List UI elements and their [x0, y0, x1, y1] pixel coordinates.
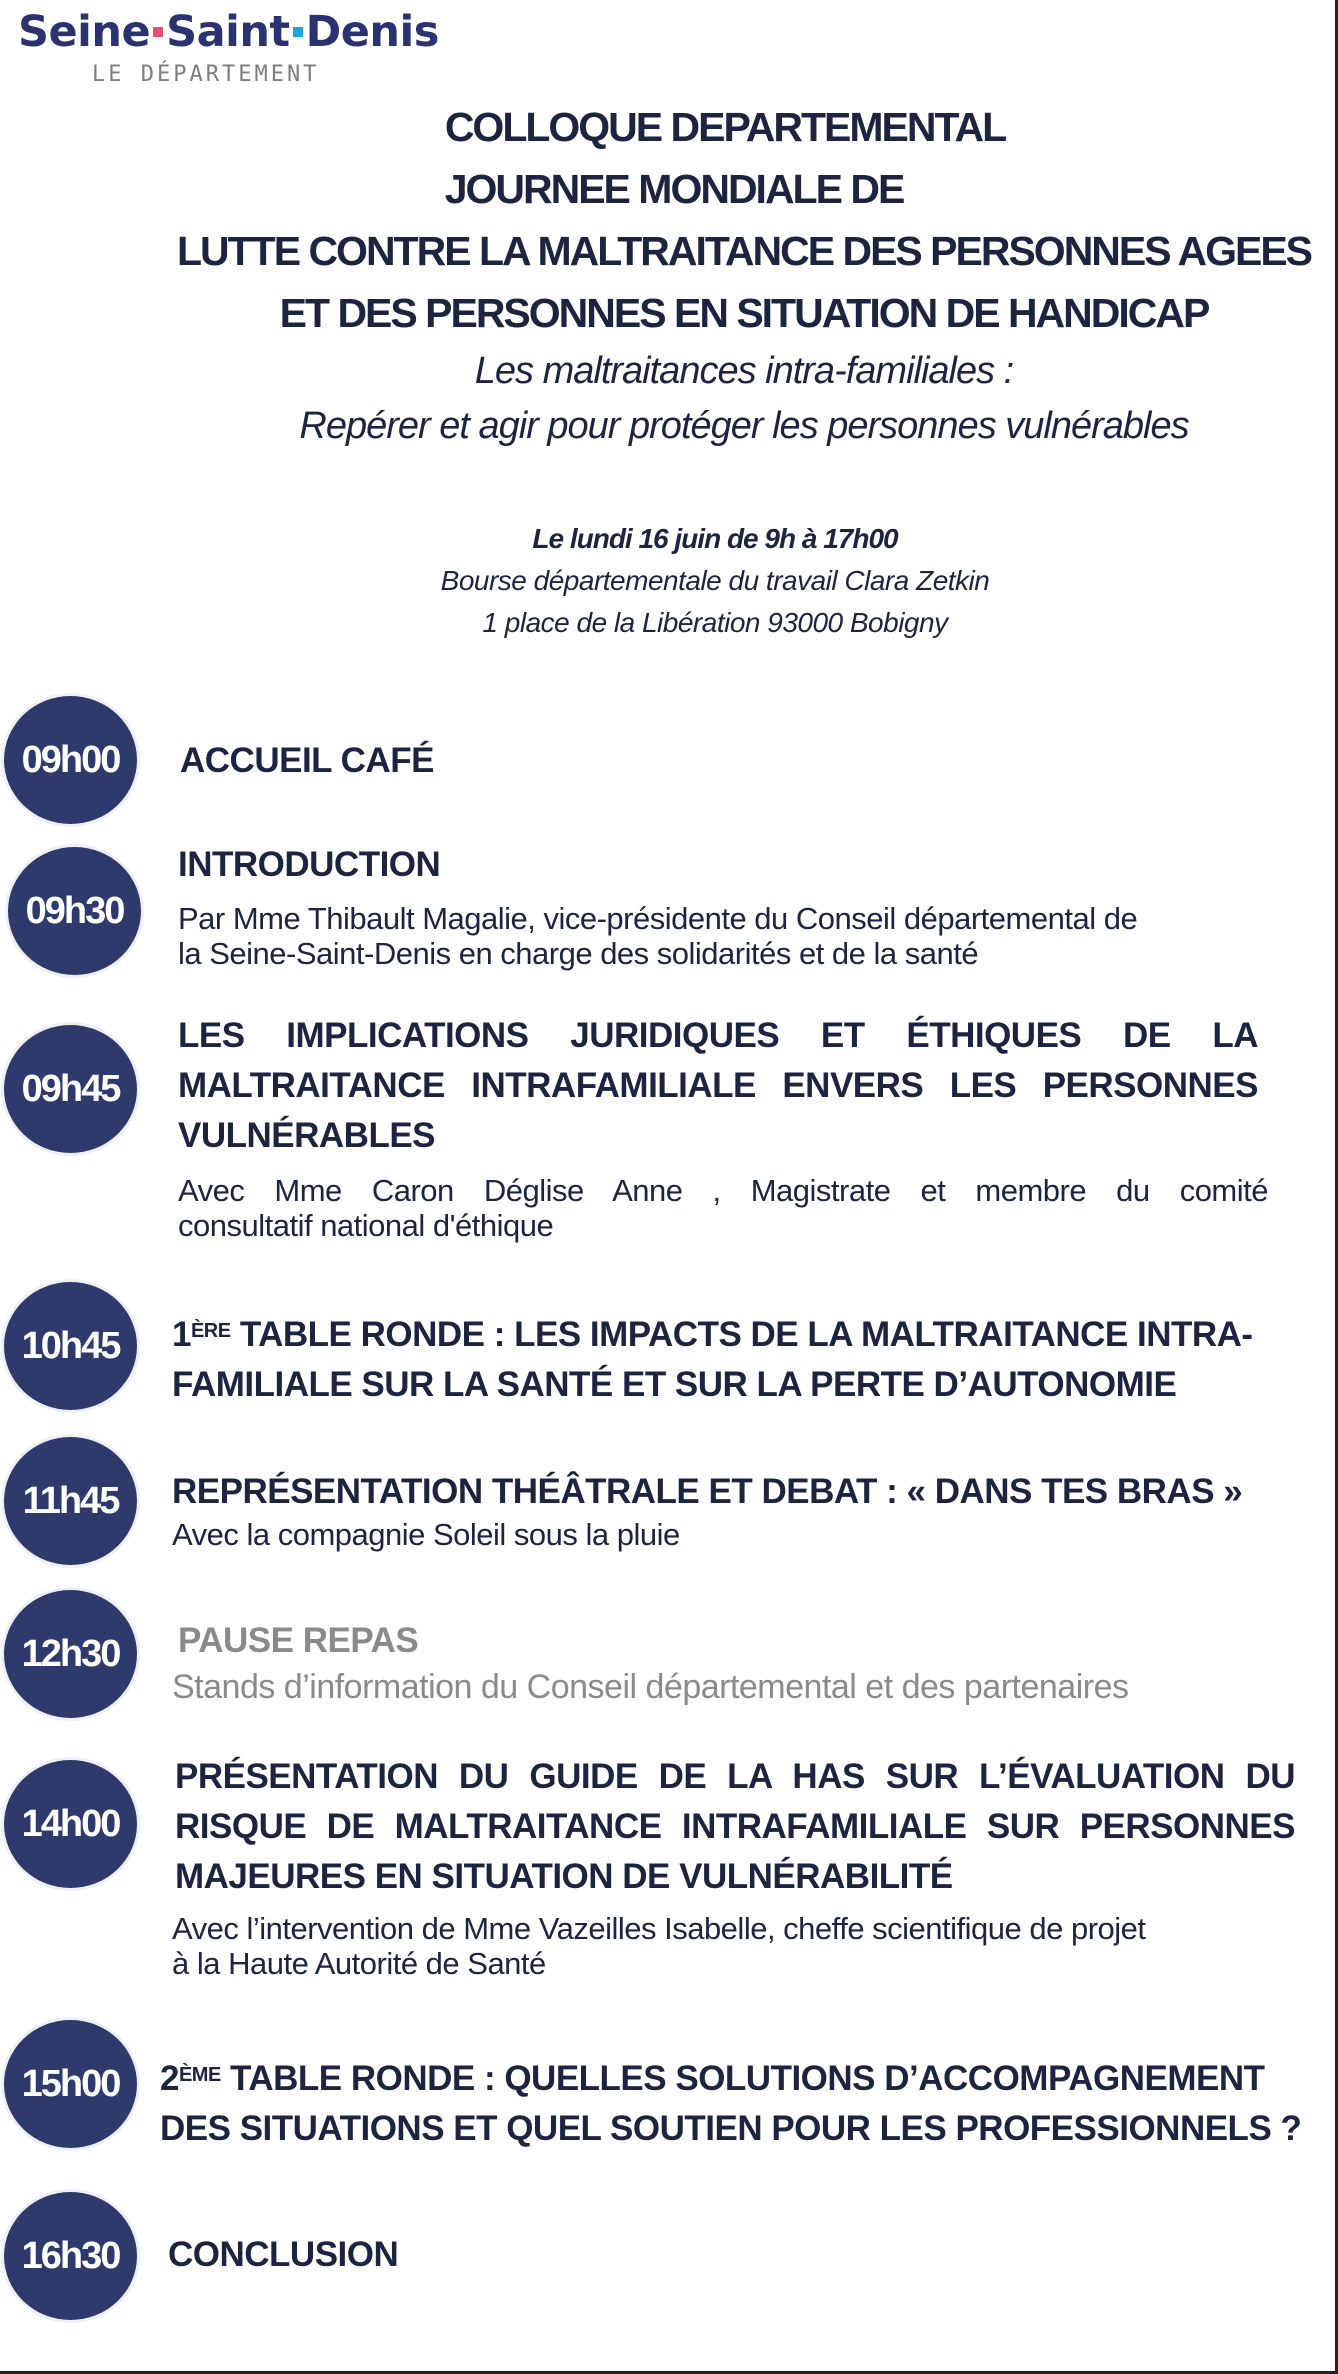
logo-seine-saint-denis [18, 6, 439, 92]
title-line-2: JOURNEE MONDIALE DE [444, 166, 904, 212]
program-item-desc [172, 1911, 1146, 1981]
program-item-title [175, 1752, 1295, 1902]
event-title [0, 96, 1338, 454]
title-line-1: COLLOQUE DEPARTEMENTAL [444, 104, 1006, 150]
program-item-title [178, 1011, 1258, 1161]
time-badge: 09h45 [4, 1025, 137, 1153]
title-line: MAJEURES EN SITUATION DE VULNÉRABILITÉ [175, 1857, 953, 1896]
program-item-desc [178, 901, 1137, 971]
title-line: RISQUE DE MALTRAITANCE INTRAFAMILIALE SUR PERSONNES [175, 1807, 1295, 1846]
subtitle-line-1: Les maltraitances intra-familiales : [474, 350, 1014, 392]
title-line-3: LUTTE CONTRE LA MALTRAITANCE DES PERSONNES AGEES [176, 228, 1312, 274]
title-text: TABLE RONDE : QUELLES SOLUTIONS D’ACCOMPAGNEMENT [230, 2059, 1265, 2098]
program-item-title: PAUSE REPAS [178, 1621, 419, 1660]
event-address: 1 place de la Libération 93000 Bobigny [482, 607, 948, 638]
title-line-4: ET DES PERSONNES EN SITUATION DE HANDICAP [279, 290, 1209, 336]
ordinal-number: 2 [160, 2059, 179, 2098]
title-line [160, 2054, 1301, 2104]
logo-dot-blue [293, 27, 303, 37]
title-line: FAMILIALE SUR LA SANTÉ ET SUR LA PERTE D’AUTONOMIE [172, 1365, 1177, 1404]
time-badge: 15h00 [4, 2020, 137, 2148]
program-item-desc: Avec la compagnie Soleil sous la pluie [172, 1517, 680, 1552]
desc-line: à la Haute Autorité de Santé [172, 1946, 546, 1981]
ordinal-suffix: ÈRE [190, 1320, 231, 1342]
logo-tagline: LE DÉPARTEMENT [92, 62, 320, 87]
program-item-desc [178, 1173, 1268, 1243]
program-item-desc: Stands d’information du Conseil départemental et des partenaires [172, 1668, 1129, 1706]
desc-line: la Seine-Saint-Denis en charge des solidarités et de la santé [178, 936, 979, 971]
program-item-title: REPRÉSENTATION THÉÂTRALE ET DEBAT : « DANS TES BRAS » [172, 1472, 1243, 1511]
desc-line: Avec l’intervention de Mme Vazeilles Isabelle, cheffe scientifique de projet [172, 1911, 1146, 1946]
program-item-title [172, 1310, 1253, 1410]
time-badge: 16h30 [4, 2192, 137, 2320]
desc-line: Par Mme Thibault Magalie, vice-présidente du Conseil départemental de [178, 901, 1138, 936]
desc-line: consultatif national d'éthique [178, 1208, 554, 1243]
logo-wordmark [18, 6, 439, 58]
title-line: VULNÉRABLES [178, 1116, 436, 1155]
title-line [172, 1310, 1253, 1360]
program-item-title: ACCUEIL CAFÉ [180, 741, 434, 780]
title-line: MALTRAITANCE INTRAFAMILIALE ENVERS LES PERSONNES [178, 1066, 1258, 1105]
time-badge: 11h45 [4, 1437, 137, 1565]
title-text: TABLE RONDE : LES IMPACTS DE LA MALTRAITANCE INTRA- [239, 1315, 1253, 1354]
logo-part-denis: Denis [305, 7, 439, 57]
logo-part-saint: Saint [166, 7, 290, 57]
ordinal-number: 1 [172, 1315, 191, 1354]
event-date: Le lundi 16 juin de 9h à 17h00 [532, 523, 898, 554]
logo-part-seine: Seine [18, 7, 151, 57]
subtitle-line-2: Repérer et agir pour protéger les personnes vulnérables [299, 405, 1189, 447]
program-item-title: CONCLUSION [168, 2235, 399, 2274]
event-info [0, 518, 1338, 644]
event-venue: Bourse départementale du travail Clara Zetkin [440, 565, 990, 596]
time-badge: 09h30 [8, 847, 141, 975]
time-badge: 09h00 [4, 696, 137, 824]
title-line: PRÉSENTATION DU GUIDE DE LA HAS SUR L’ÉVALUATION DU [175, 1757, 1295, 1796]
title-line: LES IMPLICATIONS JURIDIQUES ET ÉTHIQUES DE LA [178, 1016, 1258, 1055]
title-line: DES SITUATIONS ET QUEL SOUTIEN POUR LES PROFESSIONNELS ? [160, 2109, 1302, 2148]
time-badge: 10h45 [4, 1282, 137, 1410]
logo-dot-pink [153, 27, 163, 37]
time-badge: 14h00 [4, 1760, 137, 1888]
ordinal-suffix: ÈME [178, 2064, 221, 2086]
desc-line: Avec Mme Caron Déglise Anne , Magistrate et membre du comité [178, 1173, 1268, 1208]
program-item-title: INTRODUCTION [178, 845, 441, 884]
program-item-title [160, 2054, 1301, 2154]
time-badge: 12h30 [4, 1590, 137, 1718]
